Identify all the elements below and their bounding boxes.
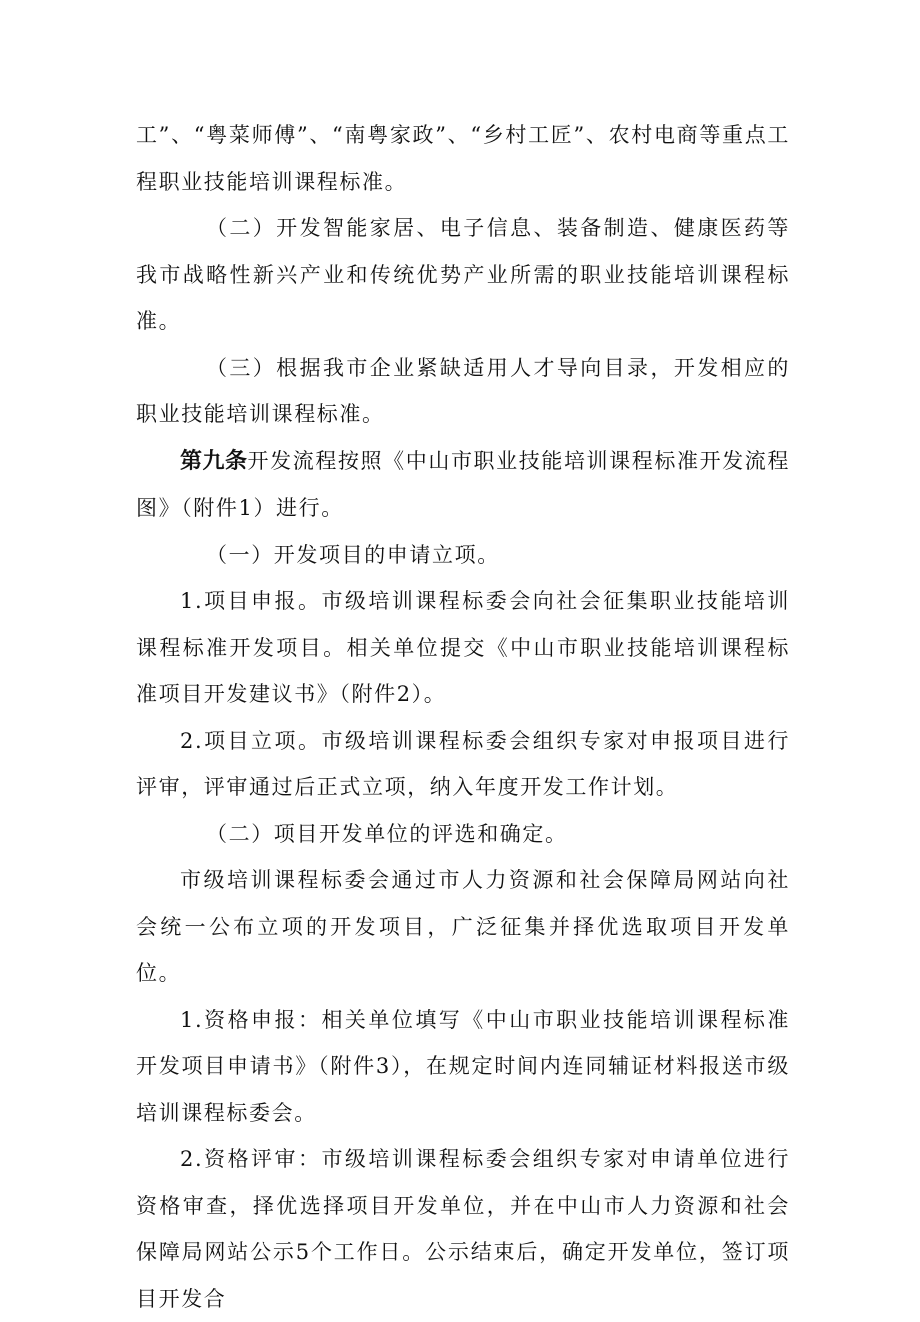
paragraph-section-application: （一）开发项目的申请立项。: [206, 542, 500, 567]
article-title: 第九条: [180, 448, 248, 474]
paragraph-publication: 市级培训课程标委会通过市人力资源和社会保障局网站向社会统一公布立项的开发项目，广泛征集并择优选取项目开发单位。: [136, 868, 790, 985]
paragraph-continuation: 工”、“粤菜师傅”、“南粤家政”、“乡村工匠”、农村电商等重点工程职业技能培训课程标准。: [136, 123, 790, 194]
paragraph-section-selection: （二）项目开发单位的评选和确定。: [206, 821, 568, 846]
paragraph-qualification-review: 2.资格评审：市级培训课程标委会组织专家对申请单位进行资格审查，择优选择项目开发单位，并在中山市人力资源和社会保障局网站公示5个工作日。公示结束后，确定开发单位，签订项目开发合: [136, 1147, 790, 1311]
paragraph-item-2: （二）开发智能家居、电子信息、装备制造、健康医药等我市战略性新兴产业和传统优势产业所需的职业技能培训课程标准。: [136, 216, 790, 333]
article-nine-text: 开发流程按照《中山市职业技能培训课程标准开发流程图》（附件1）进行。: [136, 448, 790, 520]
article-nine-paragraph: [136, 438, 790, 532]
paragraph-project-approval: 2.项目立项。市级培训课程标委会组织专家对申报项目进行评审，评审通过后正式立项，纳入年度开发工作计划。: [136, 728, 790, 799]
paragraph-item-3: （三）根据我市企业紧缺适用人才导向目录，开发相应的职业技能培训课程标准。: [136, 355, 790, 426]
paragraph-qualification-declaration: 1.资格申报：相关单位填写《中山市职业技能培训课程标准开发项目申请书》（附件3），在规定时间内连同辅证材料报送市级培训课程标委会。: [136, 1007, 790, 1125]
paragraph-project-declaration: 1.项目申报。市级培训课程标委会向社会征集职业技能培训课程标准开发项目。相关单位提交《中山市职业技能培训课程标准项目开发建议书》（附件2）。: [136, 589, 790, 706]
document-body: [136, 112, 790, 1322]
